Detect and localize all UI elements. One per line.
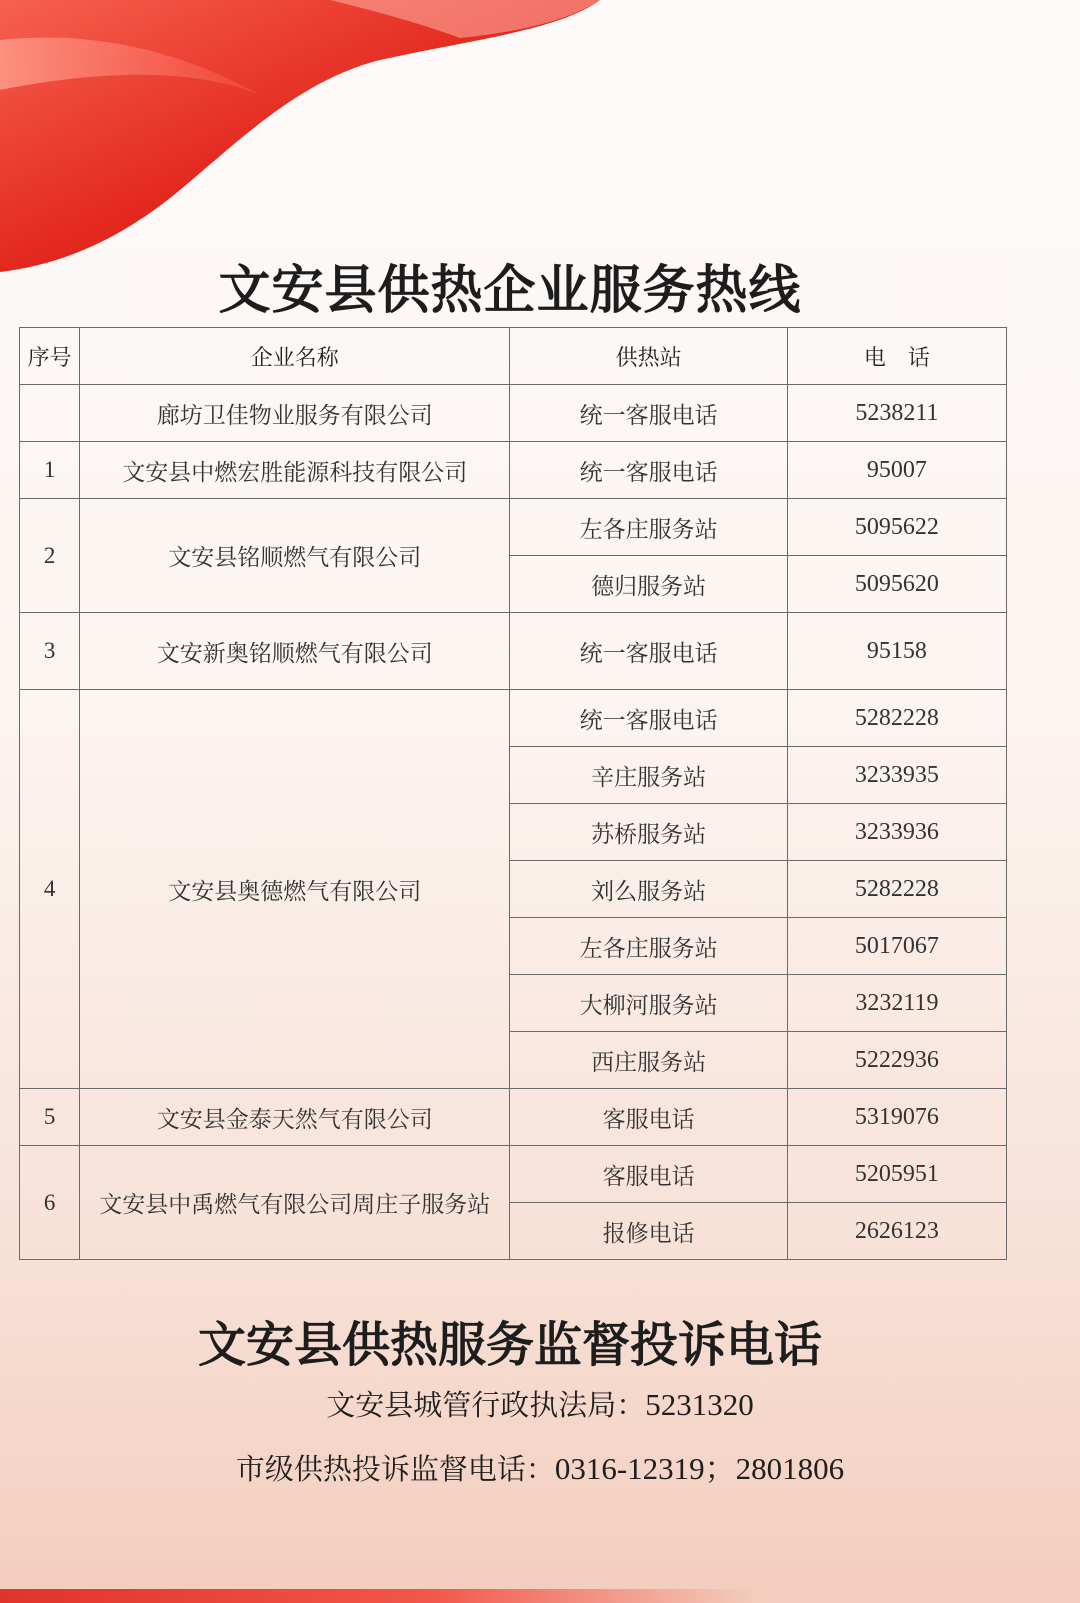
table-row	[20, 442, 1007, 499]
seq-cell: 6	[20, 1146, 80, 1260]
station-cell: 刘么服务站	[510, 861, 787, 918]
company-cell: 廊坊卫佳物业服务有限公司	[80, 385, 510, 442]
header-station: 供热站	[510, 328, 787, 385]
phone-cell: 3232119	[787, 975, 1006, 1032]
city-bureau-phone: 5231320	[645, 1387, 754, 1422]
city-bureau-line	[0, 1383, 1080, 1424]
header-phone: 电 话	[787, 328, 1006, 385]
company-cell: 文安县铭顺燃气有限公司	[80, 499, 510, 613]
red-ribbon-decoration	[0, 0, 640, 290]
phone-cell: 5282228	[787, 861, 1006, 918]
station-cell: 客服电话	[510, 1089, 787, 1146]
phone-cell: 5095620	[787, 556, 1006, 613]
phone-cell: 95158	[787, 613, 1006, 690]
company-cell: 文安县奥德燃气有限公司	[80, 690, 510, 1089]
bottom-ribbon-decoration	[0, 1589, 1080, 1603]
complaint-title: 文安县供热服务监督投诉电话	[197, 1317, 822, 1373]
header-company: 企业名称	[80, 328, 510, 385]
station-cell: 统一客服电话	[510, 613, 787, 690]
station-cell: 统一客服电话	[510, 690, 787, 747]
seq-cell: 1	[20, 442, 80, 499]
header-seq: 序号	[20, 328, 80, 385]
station-cell: 辛庄服务站	[510, 747, 787, 804]
station-cell: 客服电话	[510, 1146, 787, 1203]
station-cell: 德归服务站	[510, 556, 787, 613]
company-cell: 文安县金泰天然气有限公司	[80, 1089, 510, 1146]
phone-cell: 5319076	[787, 1089, 1006, 1146]
table-row	[20, 1146, 1007, 1203]
phone-cell: 5017067	[787, 918, 1006, 975]
station-cell: 大柳河服务站	[510, 975, 787, 1032]
phone-cell: 5222936	[787, 1032, 1006, 1089]
municipal-complaint-phone: 0316-12319；2801806	[554, 1451, 845, 1486]
station-cell: 西庄服务站	[510, 1032, 787, 1089]
phone-cell: 95007	[787, 442, 1006, 499]
table-row	[20, 499, 1007, 556]
station-cell: 报修电话	[510, 1203, 787, 1260]
table-header-row	[20, 328, 1007, 385]
seq-cell	[20, 385, 80, 442]
municipal-complaint-line	[0, 1443, 1080, 1488]
seq-cell: 4	[20, 690, 80, 1089]
station-cell: 左各庄服务站	[510, 499, 787, 556]
company-cell: 文安县中禹燃气有限公司周庄子服务站	[80, 1146, 510, 1260]
station-cell: 左各庄服务站	[510, 918, 787, 975]
table-row	[20, 1089, 1007, 1146]
phone-cell: 2626123	[787, 1203, 1006, 1260]
city-bureau-label: 文安县城管行政执法局：	[326, 1388, 646, 1422]
municipal-complaint-label: 市级供热投诉监督电话：	[235, 1452, 555, 1486]
company-cell: 文安县中燃宏胜能源科技有限公司	[80, 442, 510, 499]
table-row	[20, 690, 1007, 747]
station-cell: 苏桥服务站	[510, 804, 787, 861]
page-title: 文安县供热企业服务热线	[218, 260, 802, 321]
phone-cell: 3233936	[787, 804, 1006, 861]
seq-cell: 5	[20, 1089, 80, 1146]
seq-cell: 2	[20, 499, 80, 613]
seq-cell: 3	[20, 613, 80, 690]
phone-cell: 5238211	[787, 385, 1006, 442]
station-cell: 统一客服电话	[510, 385, 787, 442]
phone-cell: 5095622	[787, 499, 1006, 556]
phone-cell: 5205951	[787, 1146, 1006, 1203]
company-cell: 文安新奥铭顺燃气有限公司	[80, 613, 510, 690]
phone-cell: 5282228	[787, 690, 1006, 747]
phone-cell: 3233935	[787, 747, 1006, 804]
station-cell: 统一客服电话	[510, 442, 787, 499]
table-row	[20, 613, 1007, 690]
table-row	[20, 385, 1007, 442]
hotline-table	[19, 327, 1007, 1260]
